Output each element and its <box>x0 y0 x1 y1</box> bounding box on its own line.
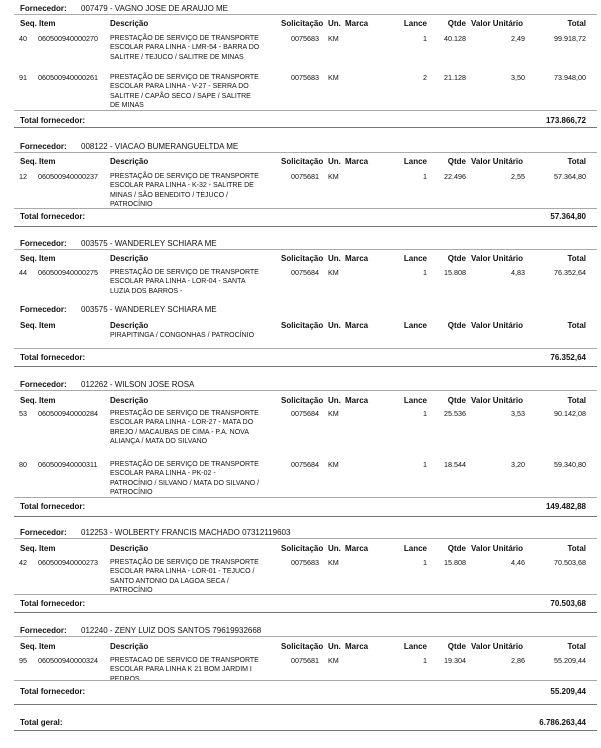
footer-divider <box>14 730 597 731</box>
row-lance: 1 <box>423 558 427 567</box>
row-lance: 1 <box>423 268 427 277</box>
row-lance: 1 <box>423 34 427 43</box>
row-solicitacao: 0075683 <box>291 558 319 567</box>
divider <box>14 226 597 227</box>
row-un: KM <box>328 460 339 469</box>
col-descricao: Descrição <box>110 321 149 330</box>
col-un: Un. <box>328 157 341 166</box>
col-solicitacao: Solicitação <box>281 544 324 553</box>
col-item: Item <box>39 19 56 28</box>
row-descricao: PRESTAÇÃO DE SERVIÇO DE TRANSPORTE ESCOLAR PARA LINHA - V-27 - SERRA DO SALITRE / CAPÃO SECO / SAPE / SALITRE DE MINAS <box>110 74 259 109</box>
col-solicitacao: Solicitação <box>281 321 324 330</box>
row-valor: 3,20 <box>511 460 525 469</box>
col-solicitacao: Solicitação <box>281 157 324 166</box>
row-qtde: 15.808 <box>444 268 466 277</box>
total-fornecedor-value: 55.209,44 <box>550 687 586 696</box>
col-total: Total <box>567 19 586 28</box>
row-valor: 3,53 <box>511 409 525 418</box>
col-valor-unitario: Valor Unitário <box>471 396 524 405</box>
col-descricao: Descrição <box>110 157 149 166</box>
col-lance: Lance <box>403 19 427 28</box>
col-valor-unitario: Valor Unitário <box>471 157 524 166</box>
col-seq: Seq. <box>20 396 37 405</box>
col-lance: Lance <box>403 544 427 553</box>
col-lance: Lance <box>403 254 427 263</box>
col-item: Item <box>39 396 56 405</box>
row-seq: 53 <box>19 409 27 418</box>
row-un: KM <box>328 172 339 181</box>
col-descricao: Descrição <box>110 19 149 28</box>
row-total: 57.364,80 <box>554 172 586 181</box>
row-seq: 95 <box>19 656 27 665</box>
row-solicitacao: 0075684 <box>291 409 319 418</box>
row-item: 060500940000284 <box>38 409 98 418</box>
col-solicitacao: Solicitação <box>281 254 324 263</box>
row-lance: 2 <box>423 73 427 82</box>
col-qtde: Qtde <box>447 396 466 405</box>
row-descricao: PRESTAÇÃO DE SERVIÇO DE TRANSPORTE ESCOLAR PARA LINHA - LOR-04 - SANTA LUZIA DOS BARROS - <box>110 269 259 295</box>
col-total: Total <box>567 544 586 553</box>
fornecedor-label: Fornecedor: <box>20 4 67 13</box>
row-total: 73.948,00 <box>554 73 586 82</box>
divider <box>14 612 597 613</box>
divider <box>14 110 597 111</box>
col-lance: Lance <box>403 396 427 405</box>
col-total: Total <box>567 321 586 330</box>
total-fornecedor-value: 173.866,72 <box>545 116 586 125</box>
col-un: Un. <box>328 544 341 553</box>
col-qtde: Qtde <box>447 544 466 553</box>
row-seq: 12 <box>19 172 27 181</box>
total-fornecedor-label: Total fornecedor: <box>20 116 86 125</box>
row-item: 060500940000311 <box>38 460 98 469</box>
col-un: Un. <box>328 396 341 405</box>
row-descricao: PRESTAÇÃO DE SERVIÇO DE TRANSPORTE ESCOLAR PARA LINHA - K-32 - SALITRE DE MINAS / SÃO BENEDITO / TEJUCO / PATROCÍNIO <box>110 173 259 208</box>
divider <box>14 636 597 637</box>
row-qtde: 22.496 <box>444 172 466 181</box>
col-solicitacao: Solicitação <box>281 396 324 405</box>
col-total: Total <box>567 157 586 166</box>
row-item: 060500940000324 <box>38 656 98 665</box>
row-valor: 4,83 <box>511 268 525 277</box>
col-item: Item <box>39 321 56 330</box>
col-solicitacao: Solicitação <box>281 642 324 651</box>
col-qtde: Qtde <box>447 19 466 28</box>
row-valor: 4,46 <box>511 558 525 567</box>
col-un: Un. <box>328 19 341 28</box>
row-seq: 42 <box>19 558 27 567</box>
row-solicitacao: 0075684 <box>291 460 319 469</box>
col-marca: Marca <box>345 642 369 651</box>
col-seq: Seq. <box>20 19 37 28</box>
row-total: 99.918,72 <box>554 34 586 43</box>
total-fornecedor-value: 76.352,64 <box>550 353 586 362</box>
divider <box>14 14 597 15</box>
row-un: KM <box>328 268 339 277</box>
row-item: 060500940000273 <box>38 558 98 567</box>
fornecedor-label: Fornecedor: <box>20 305 67 314</box>
total-fornecedor-label: Total fornecedor: <box>20 212 86 221</box>
total-fornecedor-label: Total fornecedor: <box>20 599 86 608</box>
row-solicitacao: 0075681 <box>291 172 319 181</box>
row-total: 76.352,64 <box>554 268 586 277</box>
fornecedor-name: 003575 - WANDERLEY SCHIARA ME <box>81 305 217 314</box>
col-qtde: Qtde <box>447 254 466 263</box>
col-seq: Seq. <box>20 321 37 330</box>
col-marca: Marca <box>345 544 369 553</box>
fornecedor-label: Fornecedor: <box>20 142 67 151</box>
row-qtde: 18.544 <box>444 460 466 469</box>
row-seq: 91 <box>19 73 27 82</box>
row-item: 060500940000275 <box>38 268 98 277</box>
total-fornecedor-value: 70.503,68 <box>550 599 586 608</box>
col-lance: Lance <box>403 642 427 651</box>
col-seq: Seq. <box>20 254 37 263</box>
row-lance: 1 <box>423 172 427 181</box>
row-qtde: 40.128 <box>444 34 466 43</box>
col-un: Un. <box>328 321 341 330</box>
row-valor: 2,55 <box>511 172 525 181</box>
divider <box>14 208 597 209</box>
fornecedor-label: Fornecedor: <box>20 528 67 537</box>
row-un: KM <box>328 656 339 665</box>
divider <box>14 390 597 391</box>
col-marca: Marca <box>345 321 369 330</box>
fornecedor-label: Fornecedor: <box>20 380 67 389</box>
divider <box>14 152 597 153</box>
col-qtde: Qtde <box>447 642 466 651</box>
row-valor: 3,50 <box>511 73 525 82</box>
fornecedor-name: 007479 - VAGNO JOSE DE ARAUJO ME <box>81 4 229 13</box>
row-qtde: 21.128 <box>444 73 466 82</box>
total-geral-label: Total geral: <box>20 718 63 727</box>
row-solicitacao: 0075683 <box>291 34 319 43</box>
col-total: Total <box>567 254 586 263</box>
row-seq: 44 <box>19 268 27 277</box>
row-valor: 2,49 <box>511 34 525 43</box>
col-valor-unitario: Valor Unitário <box>471 642 524 651</box>
row-descricao: PRESTAÇÃO DE SERVIÇO DE TRANSPORTE ESCOLAR PARA LINHA - LOR-27 - MATA DO BREJO / MACAUBAS DE CIMA - P.A. NOVA ALIANÇA / MATA DO SILVANO <box>110 410 259 445</box>
col-qtde: Qtde <box>447 321 466 330</box>
fornecedor-label: Fornecedor: <box>20 239 67 248</box>
col-valor-unitario: Valor Unitário <box>471 544 524 553</box>
total-fornecedor-value: 57.364,80 <box>550 212 586 221</box>
col-seq: Seq. <box>20 157 37 166</box>
row-solicitacao: 0075683 <box>291 73 319 82</box>
row-valor: 2,86 <box>511 656 525 665</box>
row-un: KM <box>328 558 339 567</box>
total-fornecedor-label: Total fornecedor: <box>20 353 86 362</box>
divider <box>14 594 597 595</box>
row-descricao-continuation: PIRAPITINGA / CONGONHAS / PATROCÍNIO <box>110 332 255 339</box>
divider <box>14 497 597 498</box>
row-descricao: PRESTAÇÃO DE SERVIÇO DE TRANSPORTE ESCOLAR PARA LINHA - PK-02 - PATROCÍNIO / SILVANO / MATA DO SILVANO / PATROCÍNIO <box>110 461 260 496</box>
col-descricao: Descrição <box>110 396 149 405</box>
row-seq: 80 <box>19 460 27 469</box>
col-un: Un. <box>328 642 341 651</box>
divider <box>14 516 597 517</box>
col-total: Total <box>567 642 586 651</box>
fornecedor-name: 012262 - WILSON JOSE ROSA <box>81 380 195 389</box>
divider <box>14 366 597 367</box>
col-item: Item <box>39 544 56 553</box>
divider <box>14 680 597 681</box>
row-qtde: 25.536 <box>444 409 466 418</box>
col-marca: Marca <box>345 157 369 166</box>
row-item: 060500940000237 <box>38 172 98 181</box>
row-total: 90.142,08 <box>554 409 586 418</box>
row-descricao: PRESTAÇÃO DE SERVIÇO DE TRANSPORTE ESCOLAR PARA LINHA - LMR-54 - BARRA DO SALITRE / TEJUCO / SALITRE DE MINAS <box>110 35 260 61</box>
col-descricao: Descrição <box>110 544 149 553</box>
col-item: Item <box>39 157 56 166</box>
col-total: Total <box>567 396 586 405</box>
fornecedor-label: Fornecedor: <box>20 626 67 635</box>
divider <box>14 704 597 705</box>
col-descricao: Descrição <box>110 642 149 651</box>
col-lance: Lance <box>403 157 427 166</box>
total-fornecedor-label: Total fornecedor: <box>20 687 86 696</box>
col-item: Item <box>39 642 56 651</box>
row-item: 060500940000270 <box>38 34 98 43</box>
total-fornecedor-label: Total fornecedor: <box>20 502 86 511</box>
row-total: 59.340,80 <box>554 460 586 469</box>
col-seq: Seq. <box>20 642 37 651</box>
row-qtde: 15.808 <box>444 558 466 567</box>
col-seq: Seq. <box>20 544 37 553</box>
row-solicitacao: 0075681 <box>291 656 319 665</box>
row-solicitacao: 0075684 <box>291 268 319 277</box>
row-qtde: 19.304 <box>444 656 466 665</box>
fornecedor-name: 012240 - ZENY LUIZ DOS SANTOS 79619932668 <box>81 626 262 635</box>
col-descricao: Descrição <box>110 254 149 263</box>
row-un: KM <box>328 34 339 43</box>
col-qtde: Qtde <box>447 157 466 166</box>
col-un: Un. <box>328 254 341 263</box>
col-lance: Lance <box>403 321 427 330</box>
row-total: 70.503,68 <box>554 558 586 567</box>
col-marca: Marca <box>345 19 369 28</box>
col-valor-unitario: Valor Unitário <box>471 19 524 28</box>
row-lance: 1 <box>423 460 427 469</box>
col-valor-unitario: Valor Unitário <box>471 321 524 330</box>
col-marca: Marca <box>345 254 369 263</box>
row-lance: 1 <box>423 656 427 665</box>
col-marca: Marca <box>345 396 369 405</box>
row-descricao: PRESTAÇÃO DE SERVIÇO DE TRANSPORTE ESCOLAR PARA LINHA - LOR-01 - TEJUCO / SANTO ANTONIO DA LAGOA SECA / PATROCÍNIO <box>110 559 259 594</box>
divider <box>14 348 597 349</box>
row-un: KM <box>328 409 339 418</box>
row-descricao: PRESTACAO DE SERVICO DE TRANSPORTE ESCOLAR PARA LINHA K 21 BOM JARDIM I PEDROS <box>110 657 259 683</box>
total-geral-value: 6.786.263,44 <box>539 718 586 727</box>
row-item: 060500940000261 <box>38 73 98 82</box>
total-fornecedor-value: 149.482,88 <box>545 502 586 511</box>
col-item: Item <box>39 254 56 263</box>
col-solicitacao: Solicitação <box>281 19 324 28</box>
row-lance: 1 <box>423 409 427 418</box>
row-un: KM <box>328 73 339 82</box>
fornecedor-name: 003575 - WANDERLEY SCHIARA ME <box>81 239 217 248</box>
divider <box>14 127 597 128</box>
row-total: 55.209,44 <box>554 656 586 665</box>
fornecedor-name: 008122 - VIACAO BUMERANGUELTDA ME <box>81 142 239 151</box>
fornecedor-name: 012253 - WOLBERTY FRANCIS MACHADO 07312119603 <box>81 528 291 537</box>
divider <box>14 249 597 250</box>
divider <box>14 538 597 539</box>
col-valor-unitario: Valor Unitário <box>471 254 524 263</box>
row-seq: 40 <box>19 34 27 43</box>
